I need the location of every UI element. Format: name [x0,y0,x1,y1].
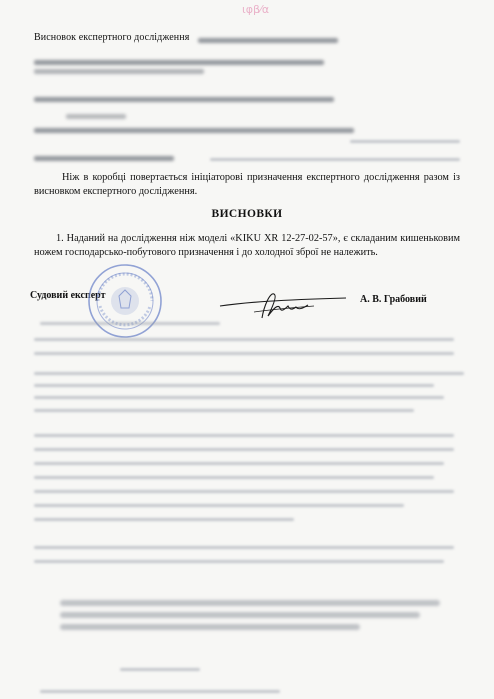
bleed-through-line [60,624,360,630]
conclusions-heading: ВИСНОВКИ [211,208,283,220]
redacted-line [66,114,126,119]
bleed-through-line [34,352,454,355]
bleed-through-line [34,546,454,549]
redacted-line [34,60,324,65]
bleed-through-line [34,396,444,399]
bleed-through-line [34,476,434,479]
bleed-through-line [34,384,434,387]
bleed-through-line [210,158,460,161]
bleed-through-line [40,322,220,325]
bleed-through-line [120,668,200,671]
bleed-through-line [40,690,280,693]
bleed-through-line [34,409,414,412]
header-stamp-mark [236,0,316,18]
bleed-through-line [60,600,440,606]
bleed-through-line [34,338,454,341]
bleed-through-line [350,140,460,143]
bleed-through-line [34,448,454,451]
bleed-through-line [34,490,454,493]
signer-role: Судовий експерт [30,290,106,301]
redacted-line [34,97,334,102]
official-seal [86,262,164,340]
handwritten-signature [218,286,348,326]
conclusion-paragraph: 1. Наданий на дослідження ніж моделі «KIKU XR 12-27-02-57», є складаним кишеньковим ножем господарсько-побутового призначення і до холодної зброї не належить. [34,233,460,258]
svg-text:ιφβ⁄α: ιφβ⁄α [242,3,270,16]
bleed-through-line [34,372,464,375]
return-paragraph: Ніж в коробці повертається ініціаторові призначення експертного дослідження разом із висновком експертного дослідження. [34,172,460,197]
redacted-line [34,128,354,133]
redacted-line [34,156,174,161]
bleed-through-line [60,612,420,618]
redacted-line [34,69,204,74]
bleed-through-line [34,434,454,437]
bleed-through-line [34,462,444,465]
bleed-through-line [34,560,444,563]
redacted-header-text [198,38,338,43]
signer-name: А. В. Грабовий [360,294,427,305]
bleed-through-line [34,504,404,507]
page-header-title: Висновок експертного дослідження [34,32,190,43]
bleed-through-line [34,518,294,521]
